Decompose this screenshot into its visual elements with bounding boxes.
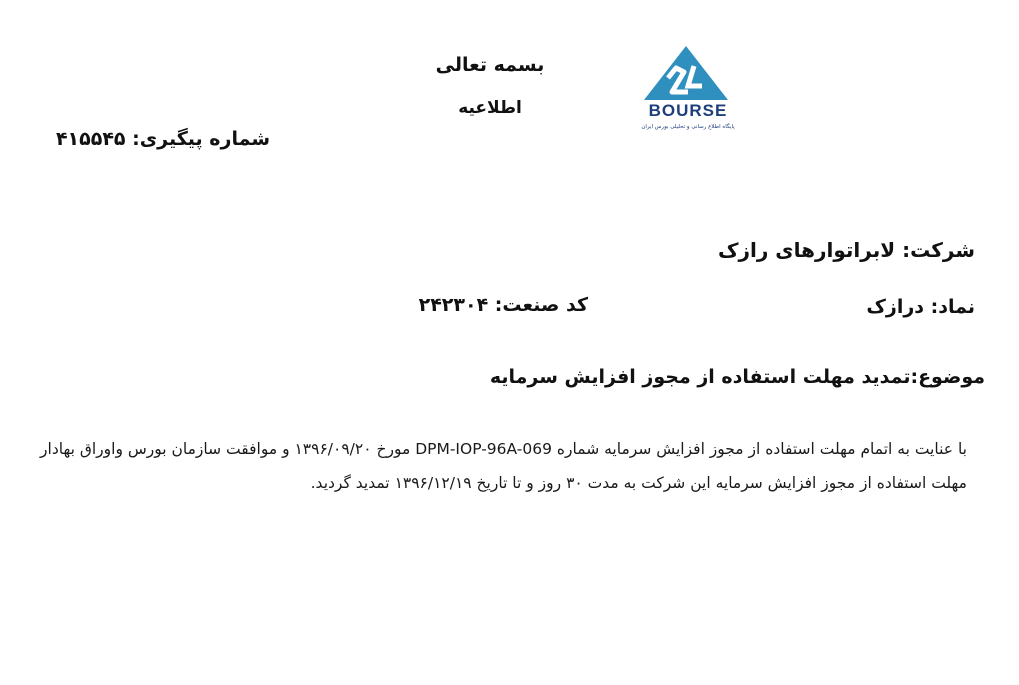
body-text-line: مهلت استفاده از مجوز افزایش سرمایه این شرکت به مدت ۳۰ روز و تا تاریخ ۱۳۹۶/۱۲/۱۹ تمدید گردید. [310, 474, 967, 492]
bourse-logo [628, 42, 752, 132]
industry-code: کد صنعت: ۲۴۲۳۰۴ [418, 294, 588, 316]
basmala-heading: بسمه تعالی [435, 54, 545, 76]
body-text-line: با عنایت به اتمام مهلت استفاده از مجوز افزایش سرمایه شماره DPM-IOP-96A-069 مورخ ۱۳۹۶/۰۹/۲۰ و موافقت سازمان بورس واوراق بهادار [40, 440, 967, 458]
logo-subtitle-text: پایگاه اطلاع رسانی و تحلیلی بورس ایران [641, 124, 735, 130]
notice-title: اطلاعیه [458, 98, 522, 118]
company-name: شرکت: لابراتوارهای رازک [717, 238, 975, 262]
bourse-logo-icon [628, 42, 752, 132]
logo-brand-text: BOURSE [648, 101, 728, 120]
subject-line: موضوع:تمدید مهلت استفاده از مجوز افزایش سرمایه [489, 366, 985, 388]
ticker-symbol: نماد: درازک [866, 296, 975, 318]
tracking-number: شماره پیگیری: ۴۱۵۵۴۵ [55, 128, 270, 150]
